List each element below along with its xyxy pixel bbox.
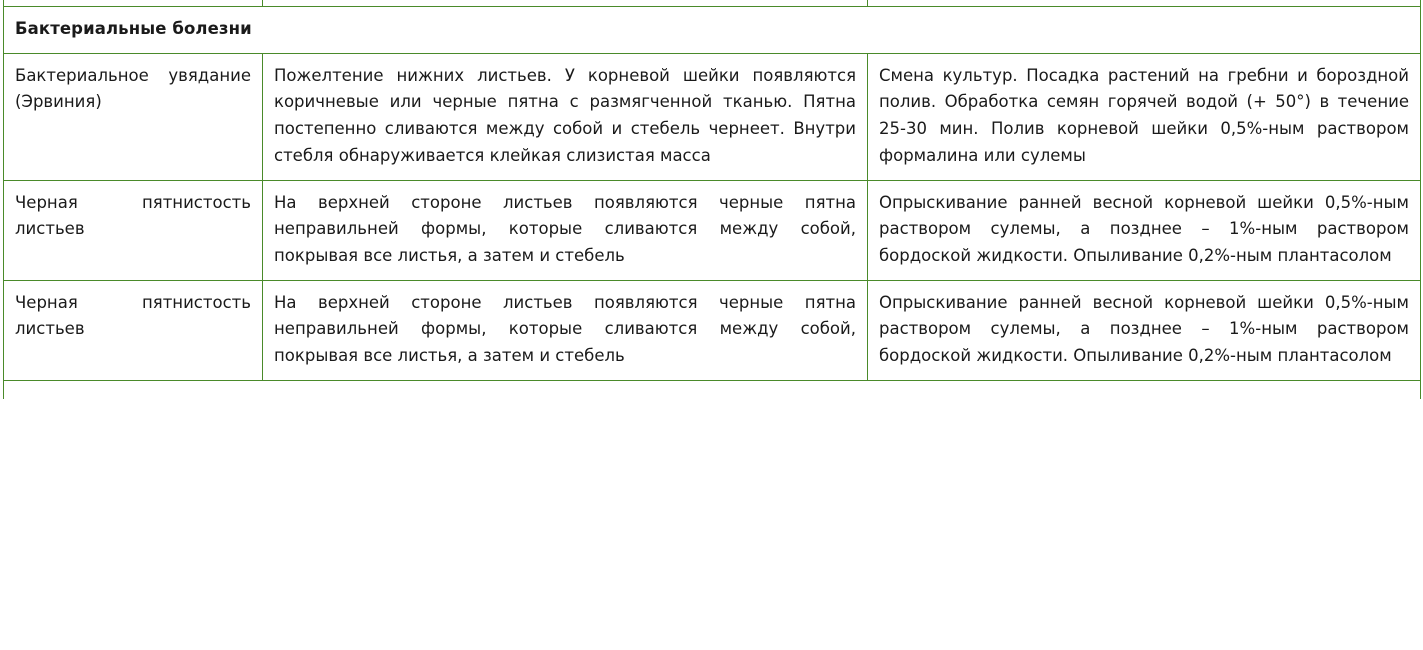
disease-measures: Смена культур. Посадка растений на гребни и бороздной полив. Обработка семян горячей водой (+ 50°) в течение 25-30 мин. Полив корневой шейки 0,5%-ным раствором формалина или сулемы	[868, 53, 1421, 180]
disease-table	[3, 0, 1421, 399]
disease-measures: Опрыскивание ранней весной корневой шейки 0,5%-ным раствором сулемы, а позднее – 1%-ным раствором бордоской жидкости. Опыливание 0,2%-ным плантасолом	[868, 280, 1421, 380]
cell-partial-bottom	[4, 380, 1421, 399]
disease-name: Черная пятнистость листьев	[4, 180, 263, 280]
disease-name: Черная пятнистость листьев	[4, 280, 263, 380]
table-row	[4, 180, 1421, 280]
table-row-partial-bottom	[4, 380, 1421, 399]
disease-measures: Опрыскивание ранней весной корневой шейки 0,5%-ным раствором сулемы, а позднее – 1%-ным раствором бордоской жидкости. Опыливание 0,2%-ным плантасолом	[868, 180, 1421, 280]
disease-symptoms: На верхней стороне листьев появляются черные пятна неправильней формы, которые сливаются между собой, покрывая все листья, а затем и стебель	[263, 280, 868, 380]
disease-name: Бактериальное увядание (Эрвиния)	[4, 53, 263, 180]
table-row	[4, 280, 1421, 380]
section-heading: Бактериальные болезни	[4, 7, 1421, 54]
disease-symptoms: Пожелтение нижних листьев. У корневой шейки появляются коричневые или черные пятна с размягченной тканью. Пятна постепенно сливаются между собой и стебель чернеет. Внутри стебля обнаруживается клейкая слизистая масса	[263, 53, 868, 180]
table-row	[4, 53, 1421, 180]
disease-symptoms: На верхней стороне листьев появляются черные пятна неправильней формы, которые сливаются между собой, покрывая все листья, а затем и стебель	[263, 180, 868, 280]
table-section-heading-row	[4, 7, 1421, 54]
